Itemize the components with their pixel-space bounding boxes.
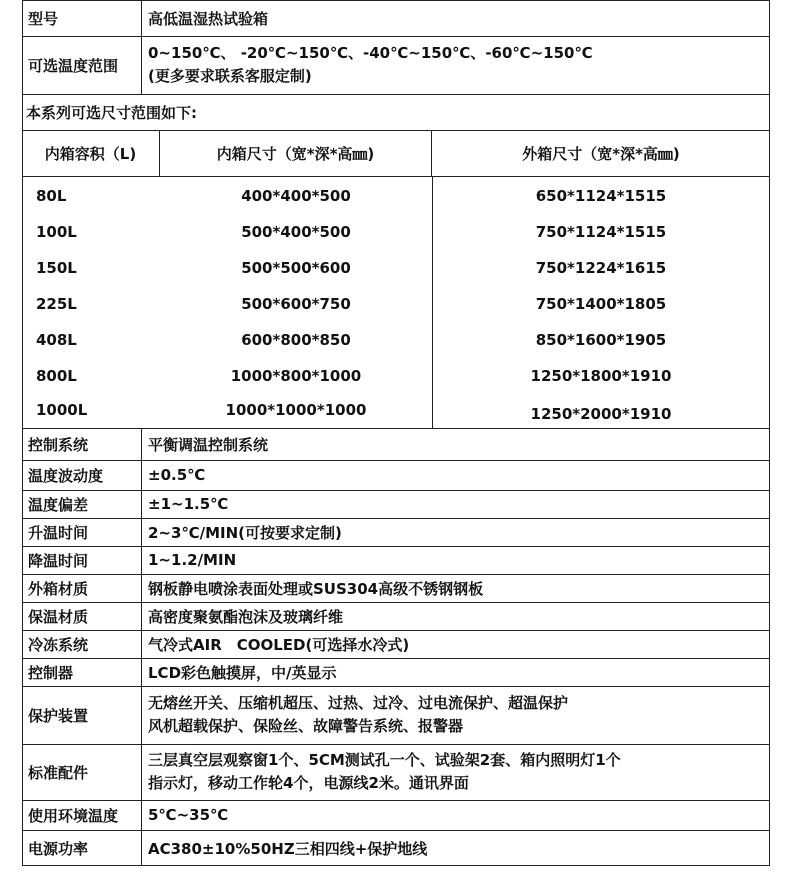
table-row	[22, 518, 770, 547]
insulation-value: 高密度聚氨酯泡沫及玻璃纤维	[148, 607, 344, 626]
header-outer-size: 外箱尺寸（宽*深*高㎜)	[522, 144, 680, 163]
protection-line-2: 风机超载保护、保险丝、故障警告系统、报警器	[148, 717, 464, 735]
power-label: 电源功率	[22, 830, 142, 866]
size-inner: 600*800*850	[241, 331, 351, 349]
size-outer: 850*1600*1905	[535, 331, 667, 349]
temp-deviation-label: 温度偏差	[22, 490, 142, 518]
table-row	[22, 630, 770, 659]
ambient-temp-label: 使用环境温度	[22, 800, 142, 830]
size-volume: 150L	[36, 259, 77, 277]
temp-range-options: 0~150℃、 -20℃~150℃、-40℃~150℃、-60℃~150℃	[148, 44, 593, 62]
header-inner-size: 内箱尺寸（宽*深*高㎜)	[160, 130, 432, 176]
table-row	[22, 0, 770, 37]
size-inner: 1000*800*1000	[230, 367, 362, 385]
table-row	[22, 830, 770, 866]
model-value: 高低温湿热试验箱	[148, 9, 269, 28]
size-inner: 1000*1000*1000	[225, 401, 367, 419]
table-row	[22, 658, 770, 687]
control-system-label: 控制系统	[22, 428, 142, 460]
table-row	[22, 602, 770, 631]
size-inner: 400*400*500	[241, 187, 351, 205]
size-outer: 750*1400*1805	[535, 295, 667, 313]
table-row	[22, 214, 770, 250]
protection-label: 保护装置	[22, 686, 142, 744]
size-section-title: 本系列可选尺寸范围如下:	[26, 103, 197, 122]
size-header-row	[22, 130, 770, 177]
table-row	[22, 358, 770, 394]
heating-time-label: 升温时间	[22, 518, 142, 546]
temp-deviation-value: ±1~1.5℃	[148, 495, 229, 513]
table-row	[22, 36, 770, 95]
size-volume: 1000L	[36, 401, 88, 419]
refrigeration-label: 冷冻系统	[22, 630, 142, 658]
table-row	[22, 800, 770, 831]
power-value: AC380±10%50HZ三相四线+保护地线	[148, 839, 428, 858]
control-system-value: 平衡调温控制系统	[148, 435, 269, 454]
size-section-title-row	[22, 94, 770, 131]
temp-range-label: 可选温度范围	[22, 36, 142, 94]
controller-label: 控制器	[22, 658, 142, 686]
table-row	[22, 286, 770, 322]
protection-line-1: 无熔丝开关、压缩机超压、过热、过冷、过电流保护、超温保护	[148, 694, 569, 712]
size-outer: 1250*2000*1910	[530, 405, 672, 423]
accessories-line-1: 三层真空层观察窗1个、5CM测试孔一个、试验架2套、箱内照明灯1个	[148, 751, 621, 769]
accessories-line-2: 指示灯，移动工作轮4个，电源线2米。通讯界面	[148, 774, 469, 792]
header-volume: 内箱容积（L)	[22, 130, 160, 176]
table-row	[22, 322, 770, 358]
table-row	[22, 744, 770, 801]
table-row	[22, 574, 770, 603]
temp-fluctuation-label: 温度波动度	[22, 460, 142, 490]
spec-table	[22, 0, 770, 866]
accessories-value	[142, 744, 770, 800]
size-inner: 500*600*750	[241, 295, 351, 313]
size-inner: 500*400*500	[241, 223, 351, 241]
table-row	[22, 490, 770, 519]
table-row	[22, 686, 770, 745]
size-inner: 500*500*600	[241, 259, 351, 277]
heating-time-value: 2~3℃/MIN(可按要求定制)	[148, 523, 342, 542]
temp-range-note: (更多要求联系客服定制)	[148, 67, 312, 85]
table-row	[22, 546, 770, 575]
size-volume: 80L	[36, 187, 67, 205]
table-row	[22, 392, 770, 428]
size-outer: 1250*1800*1910	[530, 367, 672, 385]
cooling-time-label: 降温时间	[22, 546, 142, 574]
size-outer: 750*1224*1615	[535, 259, 667, 277]
size-volume: 800L	[36, 367, 77, 385]
protection-value	[142, 686, 770, 744]
size-rows	[22, 176, 770, 429]
outer-material-label: 外箱材质	[22, 574, 142, 602]
size-volume: 408L	[36, 331, 77, 349]
cooling-time-value: 1~1.2/MIN	[148, 551, 237, 569]
size-volume: 100L	[36, 223, 77, 241]
table-row	[22, 250, 770, 286]
temp-fluctuation-value: ±0.5℃	[148, 466, 206, 484]
outer-material-value: 钢板静电喷涂表面处理或SUS304高级不锈钢钢板	[148, 579, 484, 598]
accessories-label: 标准配件	[22, 744, 142, 800]
size-outer: 750*1124*1515	[535, 223, 667, 241]
table-row	[22, 460, 770, 491]
controller-value: LCD彩色触摸屏，中/英显示	[148, 663, 337, 682]
temp-range-value	[142, 36, 770, 94]
refrigeration-value: 气冷式AIR COOLED(可选择水冷式)	[148, 635, 410, 654]
table-row	[22, 178, 770, 214]
size-volume: 225L	[36, 295, 77, 313]
insulation-label: 保温材质	[22, 602, 142, 630]
size-outer: 650*1124*1515	[535, 187, 667, 205]
table-row	[22, 428, 770, 461]
model-label: 型号	[22, 0, 142, 36]
ambient-temp-value: 5℃~35℃	[148, 806, 229, 824]
